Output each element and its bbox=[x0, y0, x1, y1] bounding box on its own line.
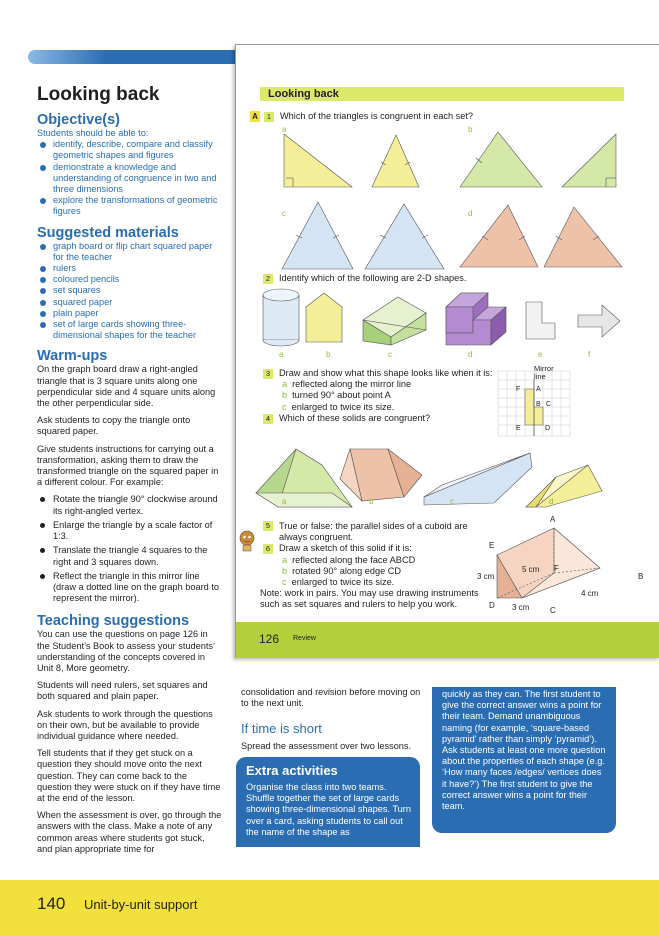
q4-label: d bbox=[549, 497, 554, 506]
warmups-list bbox=[37, 494, 222, 604]
review-page bbox=[235, 44, 659, 658]
grid-point: B bbox=[536, 401, 541, 408]
list-item: set of large cards showing three-dimensional shapes for the teacher bbox=[37, 319, 222, 341]
question-number: 1 bbox=[264, 112, 274, 122]
review-page-label: Review bbox=[293, 635, 316, 642]
warmups-heading: Warm-ups bbox=[37, 348, 108, 365]
question-text: Draw a sketch of this solid if it is: bbox=[279, 543, 412, 554]
q6-solid bbox=[497, 528, 600, 598]
warmups-text: Ask students to copy the triangle onto squared paper. bbox=[37, 415, 191, 437]
list-item: demonstrate a knowledge and understanding of congruence in two and three dimensions bbox=[37, 162, 222, 196]
sub-label: a bbox=[282, 554, 288, 565]
section-letter: A bbox=[250, 111, 260, 122]
question-text: True or false: the parallel sides of a cuboid are always congruent. bbox=[279, 521, 468, 543]
dimension-label: 5 cm bbox=[522, 565, 540, 574]
extra-activities-box bbox=[236, 757, 420, 847]
list-item: plain paper bbox=[37, 308, 222, 319]
list-item: squared paper bbox=[37, 297, 222, 308]
dimension-label: 4 cm bbox=[581, 589, 599, 598]
extra-continued-text: quickly as they can. The first student to give the correct answer wins a point for their team. Demand unambiguous naming (for example, ‘square-based pyramid’ rather than simply ‘pyramid’). Ask students at least one more question about the properties of each shape (e.g. ‘How many faces /edges/ vertices does it have?’) The first student to give the correct answer wins a point for their team. bbox=[442, 689, 606, 812]
list-item: Rotate the triangle 90° clockwise around its right-angled vertex. bbox=[37, 494, 222, 516]
triangle-set-a bbox=[284, 134, 419, 187]
teaching-text: Tell students that if they get stuck on a question they should move onto the next question. They can come back to the question they were stuck on if they have time at the end of the lesson. bbox=[37, 748, 221, 803]
warmups-text: On the graph board draw a right-angled triangle that is 3 square units along one perpendicular side and 4 square units along the other perpendicular side. bbox=[37, 364, 216, 409]
q2-label: e bbox=[538, 350, 543, 359]
grid-point: C bbox=[546, 401, 552, 408]
q2-label: c bbox=[388, 350, 392, 359]
question-text: Identify which of the following are 2-D shapes. bbox=[279, 273, 467, 283]
question-number: 3 bbox=[263, 369, 273, 379]
objectives-list bbox=[37, 139, 222, 217]
question-text: Which of these solids are congruent? bbox=[279, 412, 431, 423]
list-item: rulers bbox=[37, 263, 222, 274]
character-icon bbox=[238, 530, 256, 552]
short-text: Spread the assessment over two lessons. bbox=[241, 741, 412, 751]
list-item: graph board or flip chart squared paper for the teacher bbox=[37, 241, 222, 263]
page-title: Looking back bbox=[37, 84, 160, 105]
list-item: set squares bbox=[37, 285, 222, 296]
grid-point: A bbox=[536, 386, 541, 393]
grid-point: F bbox=[516, 386, 521, 393]
grid-point: E bbox=[516, 425, 521, 432]
teaching-text: Ask students to work through the questions on their own, but be available to provide individual guidance where needed. bbox=[37, 708, 213, 741]
solid-point: D bbox=[489, 601, 495, 610]
q4-label: c bbox=[450, 497, 454, 506]
sub-text: enlarged to twice its size. bbox=[291, 401, 395, 412]
sub-text: rotated 90° along edge CD bbox=[292, 565, 402, 576]
set-label: a bbox=[282, 125, 287, 134]
extra-text: Organise the class into two teams. Shuffle together the set of large cards showing three-dimensional shapes. Turn over a card, asking students to call out the name of the shape as bbox=[246, 782, 411, 837]
page-number: 140 bbox=[37, 894, 66, 913]
set-label: d bbox=[468, 209, 473, 218]
set-label: c bbox=[282, 209, 286, 218]
list-item: explore the transformations of geometric figures bbox=[37, 195, 222, 217]
triangle-set-b bbox=[460, 132, 616, 187]
review-page-number: 126 bbox=[259, 632, 280, 646]
teaching-text: Students will need rulers, set squares and both squared and plain paper. bbox=[37, 680, 208, 702]
review-footer bbox=[236, 622, 659, 658]
sub-text: turned 90° about point A bbox=[292, 390, 391, 401]
sub-label: c bbox=[282, 401, 287, 412]
solid-point: A bbox=[550, 515, 556, 524]
question-number: 5 bbox=[263, 521, 273, 531]
extra-continued-box bbox=[432, 687, 616, 833]
solid-point: C bbox=[550, 606, 556, 615]
q2-label: a bbox=[279, 350, 284, 359]
objectives-intro: Students should be able to: bbox=[37, 128, 149, 138]
note-text: Note: work in pairs. You may use drawing instruments such as set squares and rulers to help you work. bbox=[260, 588, 479, 610]
review-title: Looking back bbox=[268, 88, 339, 100]
list-item: Reflect the triangle in this mirror line (draw a dotted line on the graph board to represent the mirror). bbox=[37, 571, 222, 605]
top-brush bbox=[28, 50, 253, 64]
materials-list bbox=[37, 241, 222, 342]
list-item: coloured pencils bbox=[37, 274, 222, 285]
sub-text: reflected along the face ABCD bbox=[292, 554, 416, 565]
sub-label: b bbox=[282, 565, 288, 576]
solid-point: F bbox=[554, 564, 559, 573]
triangle-set-c bbox=[282, 202, 444, 269]
question-number: 2 bbox=[263, 274, 273, 284]
footer-label: Unit-by-unit support bbox=[84, 897, 198, 912]
grid-point: D bbox=[545, 425, 551, 432]
question-text: Which of the triangles is congruent in each set? bbox=[280, 111, 474, 121]
sub-label: a bbox=[282, 379, 288, 390]
q4-label: b bbox=[369, 497, 374, 506]
q2-label: b bbox=[326, 350, 331, 359]
solid-point: B bbox=[638, 572, 644, 581]
objectives-heading: Objective(s) bbox=[37, 112, 120, 128]
set-label: b bbox=[468, 125, 473, 134]
mirror-label: Mirror line bbox=[534, 364, 554, 381]
list-item: identify, describe, compare and classify geometric shapes and figures bbox=[37, 139, 222, 161]
sub-text: reflected along the mirror line bbox=[292, 379, 412, 390]
solid-point: E bbox=[489, 541, 495, 550]
sub-text: enlarged to twice its size. bbox=[291, 577, 395, 588]
dimension-label: 3 cm bbox=[477, 572, 495, 581]
question-number: 4 bbox=[263, 414, 273, 424]
q4-label: a bbox=[282, 497, 287, 506]
question-number: 6 bbox=[263, 544, 273, 554]
triangle-set-d bbox=[460, 205, 622, 267]
teaching-text: When the assessment is over, go through the answers with the class. Make a note of any common areas where students got stuck, and plan appropriate time for bbox=[37, 810, 222, 854]
list-item: Translate the triangle 4 squares to the right and 3 squares down. bbox=[37, 545, 222, 567]
sub-label: b bbox=[282, 390, 288, 401]
continued-text: consolidation and revision before moving on to the next unit. bbox=[241, 687, 421, 709]
extra-heading: Extra activities bbox=[246, 763, 338, 778]
sub-label: c bbox=[282, 577, 287, 588]
question-text: Draw and show what this shape looks like when it is: bbox=[279, 368, 493, 378]
teaching-text: You can use the questions on page 126 in the Student’s Book to assess your students’ understanding of the concepts covered in Unit 8, More geometry. bbox=[37, 629, 215, 673]
list-item: Enlarge the triangle by a scale factor of 1:3. bbox=[37, 520, 222, 542]
teaching-heading: Teaching suggestions bbox=[37, 613, 190, 630]
footer-band bbox=[0, 880, 659, 936]
short-heading: If time is short bbox=[241, 721, 322, 736]
warmups-text: Give students instructions for carrying out a transformation, asking them to draw the transformed triangle on the squared paper in a different colour. For example: bbox=[37, 443, 219, 488]
q2-shapes bbox=[263, 289, 620, 346]
q2-label: f bbox=[588, 350, 591, 359]
left-column bbox=[37, 84, 222, 861]
materials-heading: Suggested materials bbox=[37, 224, 179, 241]
dimension-label: 3 cm bbox=[512, 603, 530, 612]
q2-label: d bbox=[468, 350, 473, 359]
